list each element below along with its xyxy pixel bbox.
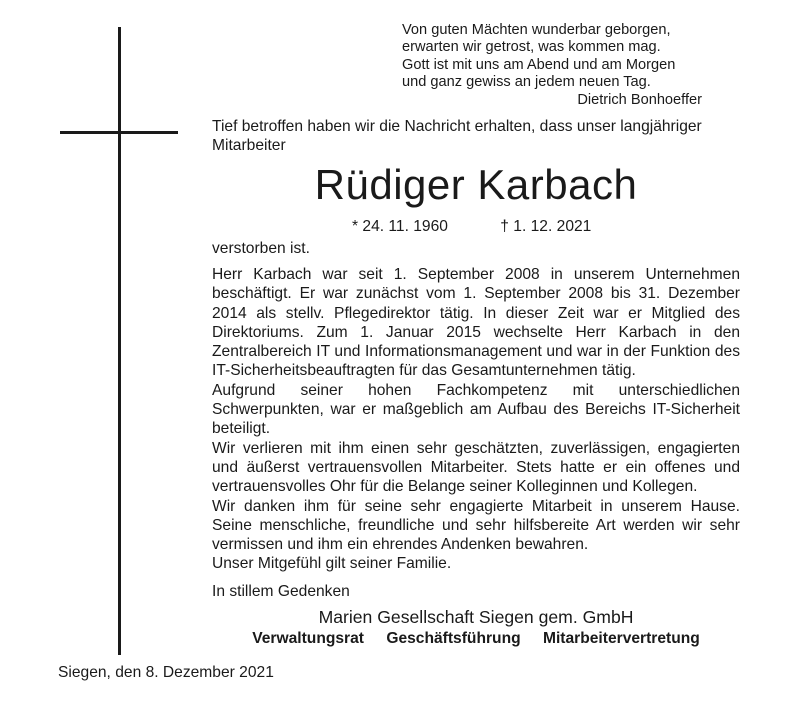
cross-vertical-bar	[118, 27, 121, 655]
gedenken-text: In stillem Gedenken	[212, 583, 350, 600]
paragraph: Wir danken ihm für seine sehr engagierte Mitarbeit in unserem Hause. Seine menschliche, freundliche und sehr hilfsbereite Art werden wir sehr vermissen und ihm ein ehrendes Andenken bewahren.	[212, 497, 740, 554]
paragraph: Unser Mitgefühl gilt seiner Familie.	[212, 555, 452, 573]
paragraph: Wir verlieren mit ihm einen sehr geschätzten, zuverlässigen, engagierten und äußerst vertrauensvollen Mitarbeiter. Stets hatte er ein offenes und vertrauensvolles Ohr für die Belange seiner Kolleginnen und Kollegen.	[212, 439, 740, 496]
poem-line: erwarten wir getrost, was kommen mag.	[402, 39, 661, 56]
obituary-body	[212, 265, 740, 574]
poem-line: und ganz gewiss an jedem neuen Tag.	[402, 74, 651, 91]
life-dates	[352, 218, 591, 236]
body-geschaeftsfuehrung: Geschäftsführung	[386, 630, 521, 647]
intro-text: Tief betroffen haben wir die Nachricht erhalten, dass unser langjähriger Mitarbeiter	[212, 118, 702, 155]
body-mitarbeitervertretung: Mitarbeitervertretung	[542, 630, 700, 647]
organization-name: Marien Gesellschaft Siegen gem. GmbH	[318, 607, 634, 627]
paragraph: Herr Karbach war seit 1. September 2008 in unserem Unternehmen beschäftigt. Er war zunächst vom 1. September 2008 bis 31. Dezember 2014 als stellv. Pflegedirektor tätig. In dieser Zeit war er Mitglied des Direktoriums. Zum 1. Januar 2015 wechselte Herr Karbach in den Zentralbereich IT und Informationsmanagement und war in der Funktion des IT-Sicherheitsbeauftragten für das Gesamtunternehmen tätig.	[212, 266, 740, 380]
place-and-date: Siegen, den 8. Dezember 2021	[58, 664, 274, 681]
poem-line: Von guten Mächten wunderbar geborgen,	[402, 22, 671, 38]
body-verwaltungsrat: Verwaltungsrat	[252, 630, 364, 647]
death-date: † 1. 12. 2021	[500, 218, 592, 235]
governing-bodies	[212, 630, 740, 648]
paragraph: Aufgrund seiner hohen Fachkompetenz mit unterschiedlichen Schwerpunkten, war er maßgeblich am Aufbau des Bereichs IT-Sicherheit beteiligt.	[212, 381, 740, 438]
bonhoeffer-poem	[402, 22, 702, 108]
birth-date: * 24. 11. 1960	[352, 218, 448, 235]
deceased-name: Rüdiger Karbach	[314, 161, 638, 208]
verstorben-text: verstorben ist.	[212, 240, 310, 257]
cross-horizontal-bar	[60, 131, 178, 134]
poem-author: Dietrich Bonhoeffer	[577, 92, 702, 108]
poem-line: Gott ist mit uns am Abend und am Morgen	[402, 56, 676, 73]
